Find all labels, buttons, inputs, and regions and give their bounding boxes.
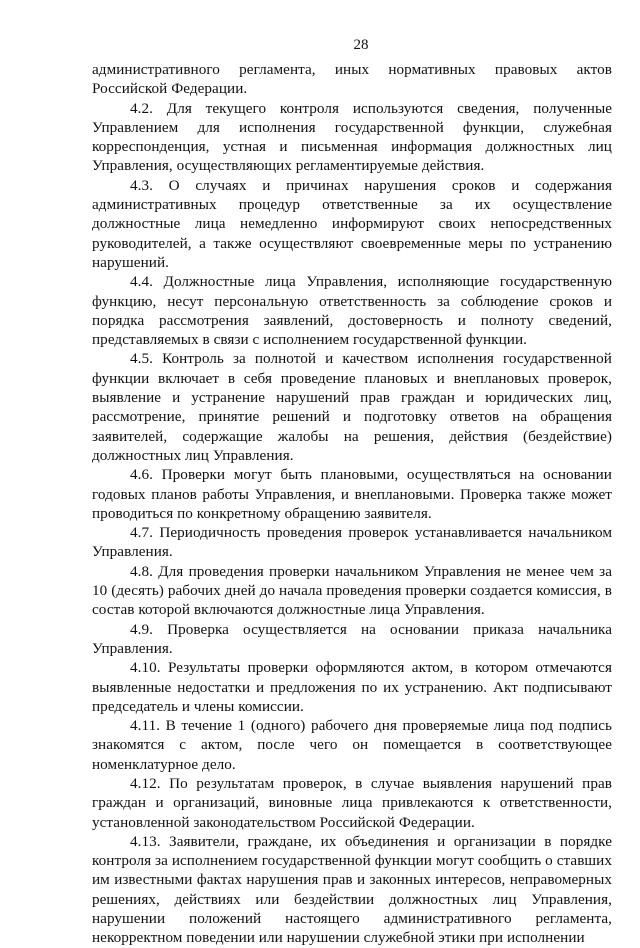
paragraph-4-4: 4.4. Должностные лица Управления, исполняющие государственную функцию, несут персональную ответственность за соблюдение сроков и порядка рассмотрения заявлений, достоверность и полноту сведений, представляемых в связи с исполнением государственной функции.	[92, 273, 612, 349]
paragraph-4-9: 4.9. Проверка осуществляется на основании приказа начальника Управления.	[92, 620, 612, 657]
paragraph-4-10: 4.10. Результаты проверки оформляются актом, в котором отмечаются выявленные недостатки и предложения по их устранению. Акт подписывают председатель и члены комиссии.	[92, 659, 612, 715]
paragraph-4-7: 4.7. Периодичность проведения проверок устанавливается начальником Управления.	[92, 524, 612, 561]
paragraph-4-11: 4.11. В течение 1 (одного) рабочего дня проверяемые лица под подпись знакомятся с актом, после чего он помещается в соответствующее номенклатурное дело.	[92, 717, 612, 773]
page-number: 28	[353, 37, 369, 53]
paragraph-4-3: 4.3. О случаях и причинах нарушения сроков и содержания административных процедур ответственные за их осуществление должностные лица немедленно информируют своих непосредственных руководителей, а также осуществляют своевременные меры по устранению нарушений.	[92, 176, 612, 271]
paragraph-4-5: 4.5. Контроль за полнотой и качеством исполнения государственной функции включает в себя проведение плановых и внеплановых проверок, выявление и устранение нарушений прав граждан и юридических лиц, рассмотрение, принятие решений и подготовку ответов на обращения заявителей, содержащие жалобы на решения, действия (бездействие) должностных лиц Управления.	[92, 350, 612, 464]
paragraph-continuation: административного регламента, иных нормативных правовых актов Российской Федерации.	[92, 61, 612, 98]
paragraph-4-2: 4.2. Для текущего контроля используются сведения, полученные Управлением для исполнения государственной функции, служебная корреспонденция, устная и письменная информация должностных лиц Управления, осуществляющих регламентируемые действия.	[92, 99, 612, 175]
paragraph-4-13: 4.13. Заявители, граждане, их объединения и организации в порядке контроля за исполнением государственной функции могут сообщить о ставших им известными фактах нарушения прав и законных интересов, неправомерных решениях, действиях или бездействии должностных лиц Управления, нарушении положений настоящего административного регламента, некорректном поведении или нарушении служебной этики при исполнении	[92, 832, 612, 947]
paragraph-4-6: 4.6. Проверки могут быть плановыми, осуществляться на основании годовых планов работы Управления, и внеплановыми. Проверка также может проводиться по конкретному обращению заявителя.	[92, 466, 612, 522]
paragraph-4-8: 4.8. Для проведения проверки начальником Управления не менее чем за 10 (десять) рабочих дней до начала проведения проверки создается комиссия, в состав которой включаются должностные лица Управления.	[92, 562, 612, 619]
paragraph-4-12: 4.12. По результатам проверок, в случае выявления нарушений прав граждан и организаций, виновные лица привлекаются к ответственности, установленной законодательством Российской Федерации.	[92, 774, 612, 831]
